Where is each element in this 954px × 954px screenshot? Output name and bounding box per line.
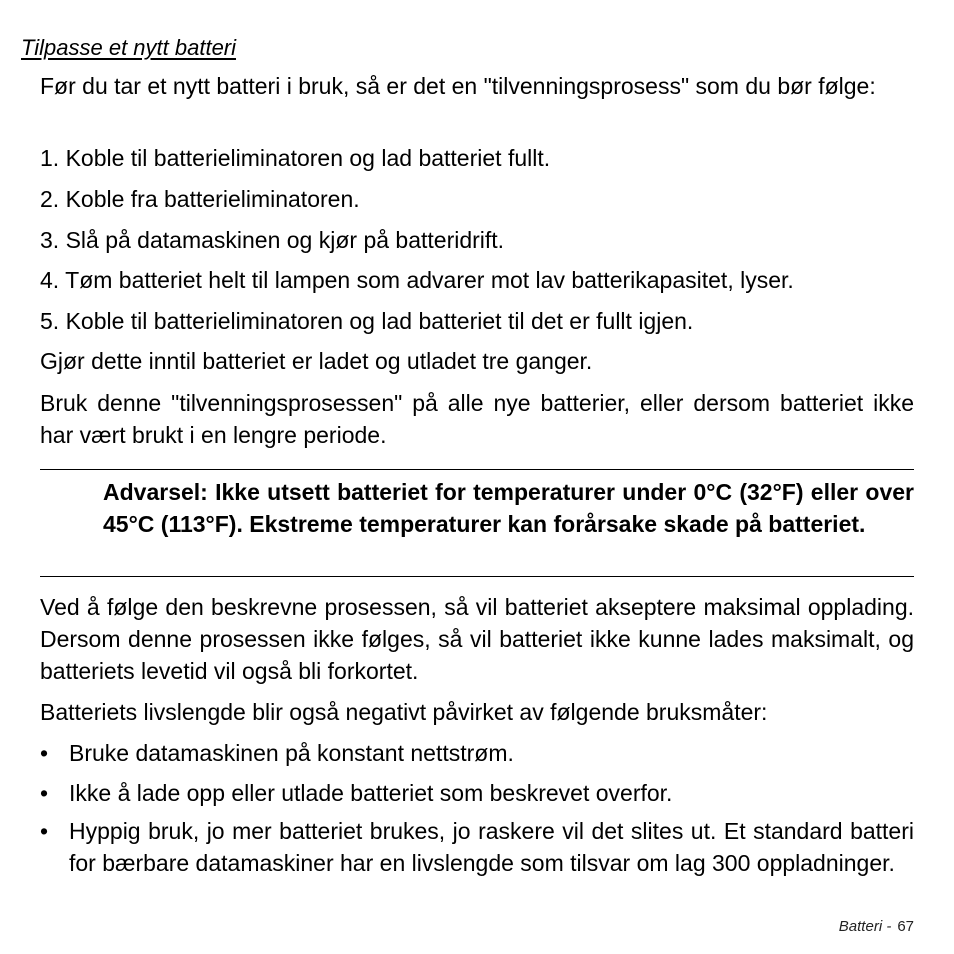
step-5: 5. Koble til batterieliminatoren og lad batteriet til det er fullt igjen. [40, 308, 694, 334]
warning-bottom-rule [40, 576, 914, 577]
bullet-icon: • [40, 818, 49, 844]
step-4: 4. Tøm batteriet helt til lampen som advarer mot lav batterikapasitet, lyser. [40, 267, 794, 293]
bullet-icon: • [40, 740, 49, 766]
section-heading: Tilpasse et nytt batteri [21, 35, 237, 60]
list-item-text: Bruke datamaskinen på konstant nettstrøm. [69, 740, 514, 766]
list-item-text: Ikke å lade opp eller utlade batteriet som beskrevet overfor. [69, 780, 673, 806]
page-footer [839, 918, 914, 935]
repeat-note: Gjør dette inntil batteriet er ladet og utladet tre ganger. [40, 348, 593, 374]
usage-note: Bruk denne "tilvenningsprosessen" på alle nye batterier, eller dersom batteriet ikke har vært brukt i en lengre periode. [40, 390, 914, 448]
lifespan-intro: Batteriets livslengde blir også negativt påvirket av følgende bruksmåter: [40, 699, 768, 725]
step-2: 2. Koble fra batterieliminatoren. [40, 186, 360, 212]
page-number: 67 [897, 918, 914, 935]
intro-paragraph: Før du tar et nytt batteri i bruk, så er det en "tilvenningsprosess" som du bør følge: [40, 73, 876, 99]
result-paragraph: Ved å følge den beskrevne prosessen, så vil batteriet akseptere maksimal opplading. Dersom denne prosessen ikke følges, så vil batteriet ikke kunne lades maksimalt, og batteriets levetid vil også bli forkortet. [40, 594, 914, 684]
footer-section: Batteri - [838, 918, 892, 935]
step-1: 1. Koble til batterieliminatoren og lad batteriet fullt. [40, 145, 551, 171]
bullet-icon: • [40, 780, 49, 806]
list-item-text: Hyppig bruk, jo mer batteriet brukes, jo raskere vil det slites ut. Et standard batteri for bærbare datamaskiner har en livslengde som tilsvar om lag 300 oppladninger. [69, 818, 914, 876]
step-3: 3. Slå på datamaskinen og kjør på batteridrift. [40, 227, 505, 253]
warning-text: Advarsel: Ikke utsett batteriet for temperaturer under 0°C (32°F) eller over 45°C (113°F). Ekstreme temperaturer kan forårsake skade på batteriet. [103, 479, 914, 537]
warning-top-rule [40, 469, 914, 470]
